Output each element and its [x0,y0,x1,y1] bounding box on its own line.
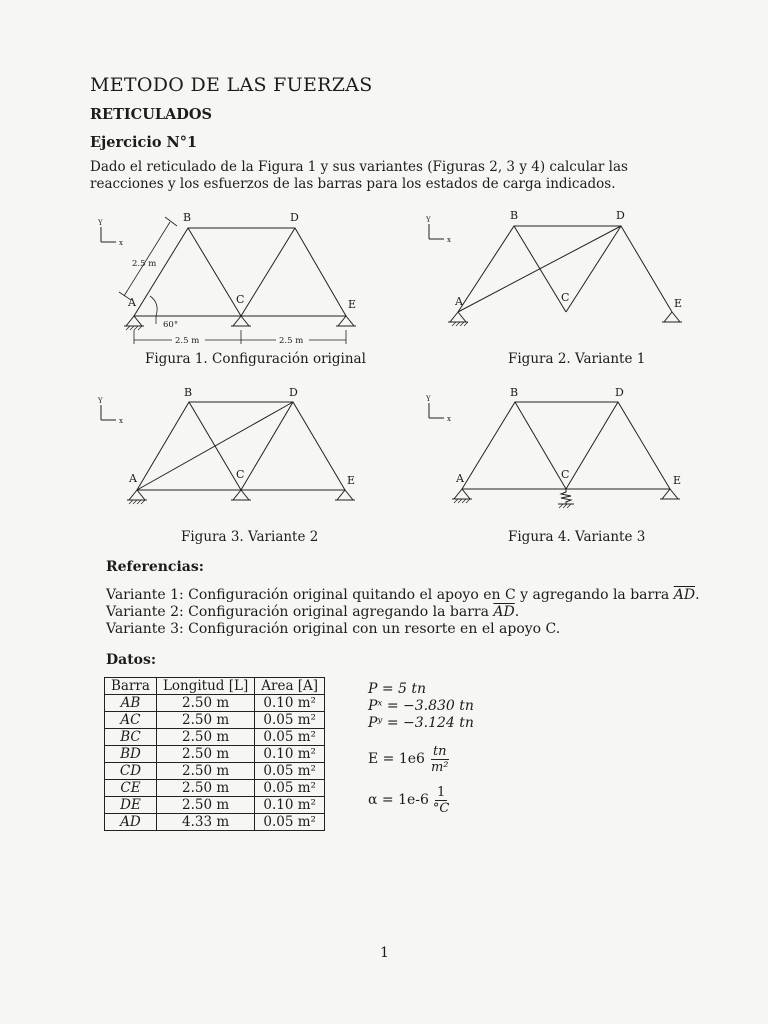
cell-length: 2.50 m [156,797,254,814]
variant-1-bar: $\overline{AD}$ [673,587,696,603]
fig2-node-e: E [674,297,683,310]
cell-length: 2.50 m [156,763,254,780]
table-row [105,814,325,831]
equations [368,681,474,816]
cell-bar: $\overline{AB}$ [105,695,157,712]
eq-e-lhs: E = 1e6 [368,751,425,767]
section-title: RETICULADOS [90,106,212,123]
cell-length: 2.50 m [156,746,254,763]
cell-area: 0.05 m² [255,729,325,746]
cell-bar: $\overline{AD}$ [105,814,157,831]
table-header-row [105,678,325,695]
eq-py: Pʸ = −3.124 tn [368,715,474,731]
figure-2-caption: Figura 2. Variante 1 [508,351,646,367]
variant-1-line [106,587,700,604]
cell-bar: $\overline{BC}$ [105,729,157,746]
cell-length: 2.50 m [156,729,254,746]
cell-length: 4.33 m [156,814,254,831]
cell-area: 0.10 m² [255,746,325,763]
eq-alpha-num: 1 [437,785,446,800]
cell-area: 0.10 m² [255,695,325,712]
fig1-axis-x: x [119,239,123,247]
table-row [105,746,325,763]
eq-alpha-den: °C [432,801,450,816]
fig2-node-d: D [616,209,625,222]
fig3-node-e: E [347,474,356,487]
table-row [105,763,325,780]
header-length: Longitud [L] [156,678,254,695]
fig3-axis-y: Y [98,397,103,405]
fig3-node-d: D [289,386,298,399]
table-row [105,780,325,797]
table-row [105,712,325,729]
eq-e [368,744,474,775]
cell-bar: $\overline{CD}$ [105,763,157,780]
fig4-node-e: E [673,474,682,487]
fig1-node-d: D [290,211,299,224]
fig2-node-b: B [510,209,519,222]
variant-2-line [106,604,700,621]
cell-bar: $\overline{AC}$ [105,712,157,729]
figure-2-truss [429,224,682,322]
figure-1-caption: Figura 1. Configuración original [145,351,366,367]
fig4-node-d: D [615,386,624,399]
eq-p: P = 5 tn [368,681,427,697]
page-number: 1 [380,945,389,961]
eq-px: Pˣ = −3.830 tn [368,698,474,714]
cell-area: 0.05 m² [255,780,325,797]
fig1-dim-left: 2.5 m [175,336,200,346]
variant-2-end: . [514,604,520,620]
figure-4-caption: Figura 4. Variante 3 [508,529,646,545]
table-row [105,729,325,746]
cell-bar: $\overline{DE}$ [105,797,157,814]
header-bar: Barra [105,678,157,695]
data-heading: Datos: [106,652,157,668]
fig2-node-c: C [561,291,570,304]
fig3-node-c: C [236,468,245,481]
page-title: METODO DE LAS FUERZAS [90,74,373,96]
variant-2-text: Variante 2: Configuración original agregando la barra [106,604,494,620]
eq-alpha [368,785,474,816]
variant-1-text: Variante 1: Configuración original quitando el apoyo en C y agregando la barra [106,587,674,603]
references-list [106,587,700,638]
exercise-title: Ejercicio N°1 [90,134,198,151]
table-row [105,797,325,814]
fig4-node-a: A [456,472,464,485]
eq-e-num: tn [432,744,447,759]
fig1-dim-right: 2.5 m [279,336,304,346]
header-area: Area [A] [255,678,325,695]
cell-bar: $\overline{BD}$ [105,746,157,763]
eq-e-fraction [431,744,449,775]
cell-length: 2.50 m [156,712,254,729]
fig1-dim-diagonal: 2.5 m [132,259,157,269]
fig2-axis-y: Y [426,216,431,224]
fig1-node-a: A [128,296,136,309]
table-row [105,695,325,712]
cell-area: 0.10 m² [255,797,325,814]
figure-3-caption: Figura 3. Variante 2 [181,529,319,545]
fig2-axis-x: x [447,236,451,244]
cell-bar: $\overline{CE}$ [105,780,157,797]
figure-1-truss [101,217,356,344]
fig4-axis-y: Y [426,395,431,403]
fig3-node-a: A [129,472,137,485]
variant-1-end: . [695,587,700,603]
fig1-node-e: E [348,298,357,311]
eq-alpha-lhs: α = 1e-6 [368,792,429,808]
eq-e-den: m² [430,760,449,775]
fig1-node-c: C [236,293,245,306]
variant-2-bar: $\overline{AD}$ [493,604,515,620]
fig4-node-c: C [561,468,570,481]
fig4-node-b: B [510,386,519,399]
cell-area: 0.05 m² [255,763,325,780]
figure-3-truss [101,402,355,500]
fig1-axis-y: Y [98,219,103,227]
cell-length: 2.50 m [156,780,254,797]
bars-table [104,677,325,831]
variant-3-line: Variante 3: Configuración original con un resorte en el apoyo C. [106,621,561,637]
fig3-axis-x: x [119,417,123,425]
fig1-node-b: B [183,211,192,224]
eq-alpha-fraction [433,785,449,816]
figure-4-truss [429,402,680,504]
intro-paragraph: Dado el reticulado de la Figura 1 y sus variantes (Figuras 2, 3 y 4) calcular las reacciones y los esfuerzos de las barras para los estados de carga indicados. [90,159,628,192]
fig2-node-a: A [455,295,463,308]
references-heading: Referencias: [106,559,204,575]
cell-length: 2.50 m [156,695,254,712]
fig3-node-b: B [184,386,193,399]
fig4-axis-x: x [447,415,451,423]
cell-area: 0.05 m² [255,712,325,729]
fig1-angle: 60° [163,320,179,330]
cell-area: 0.05 m² [255,814,325,831]
